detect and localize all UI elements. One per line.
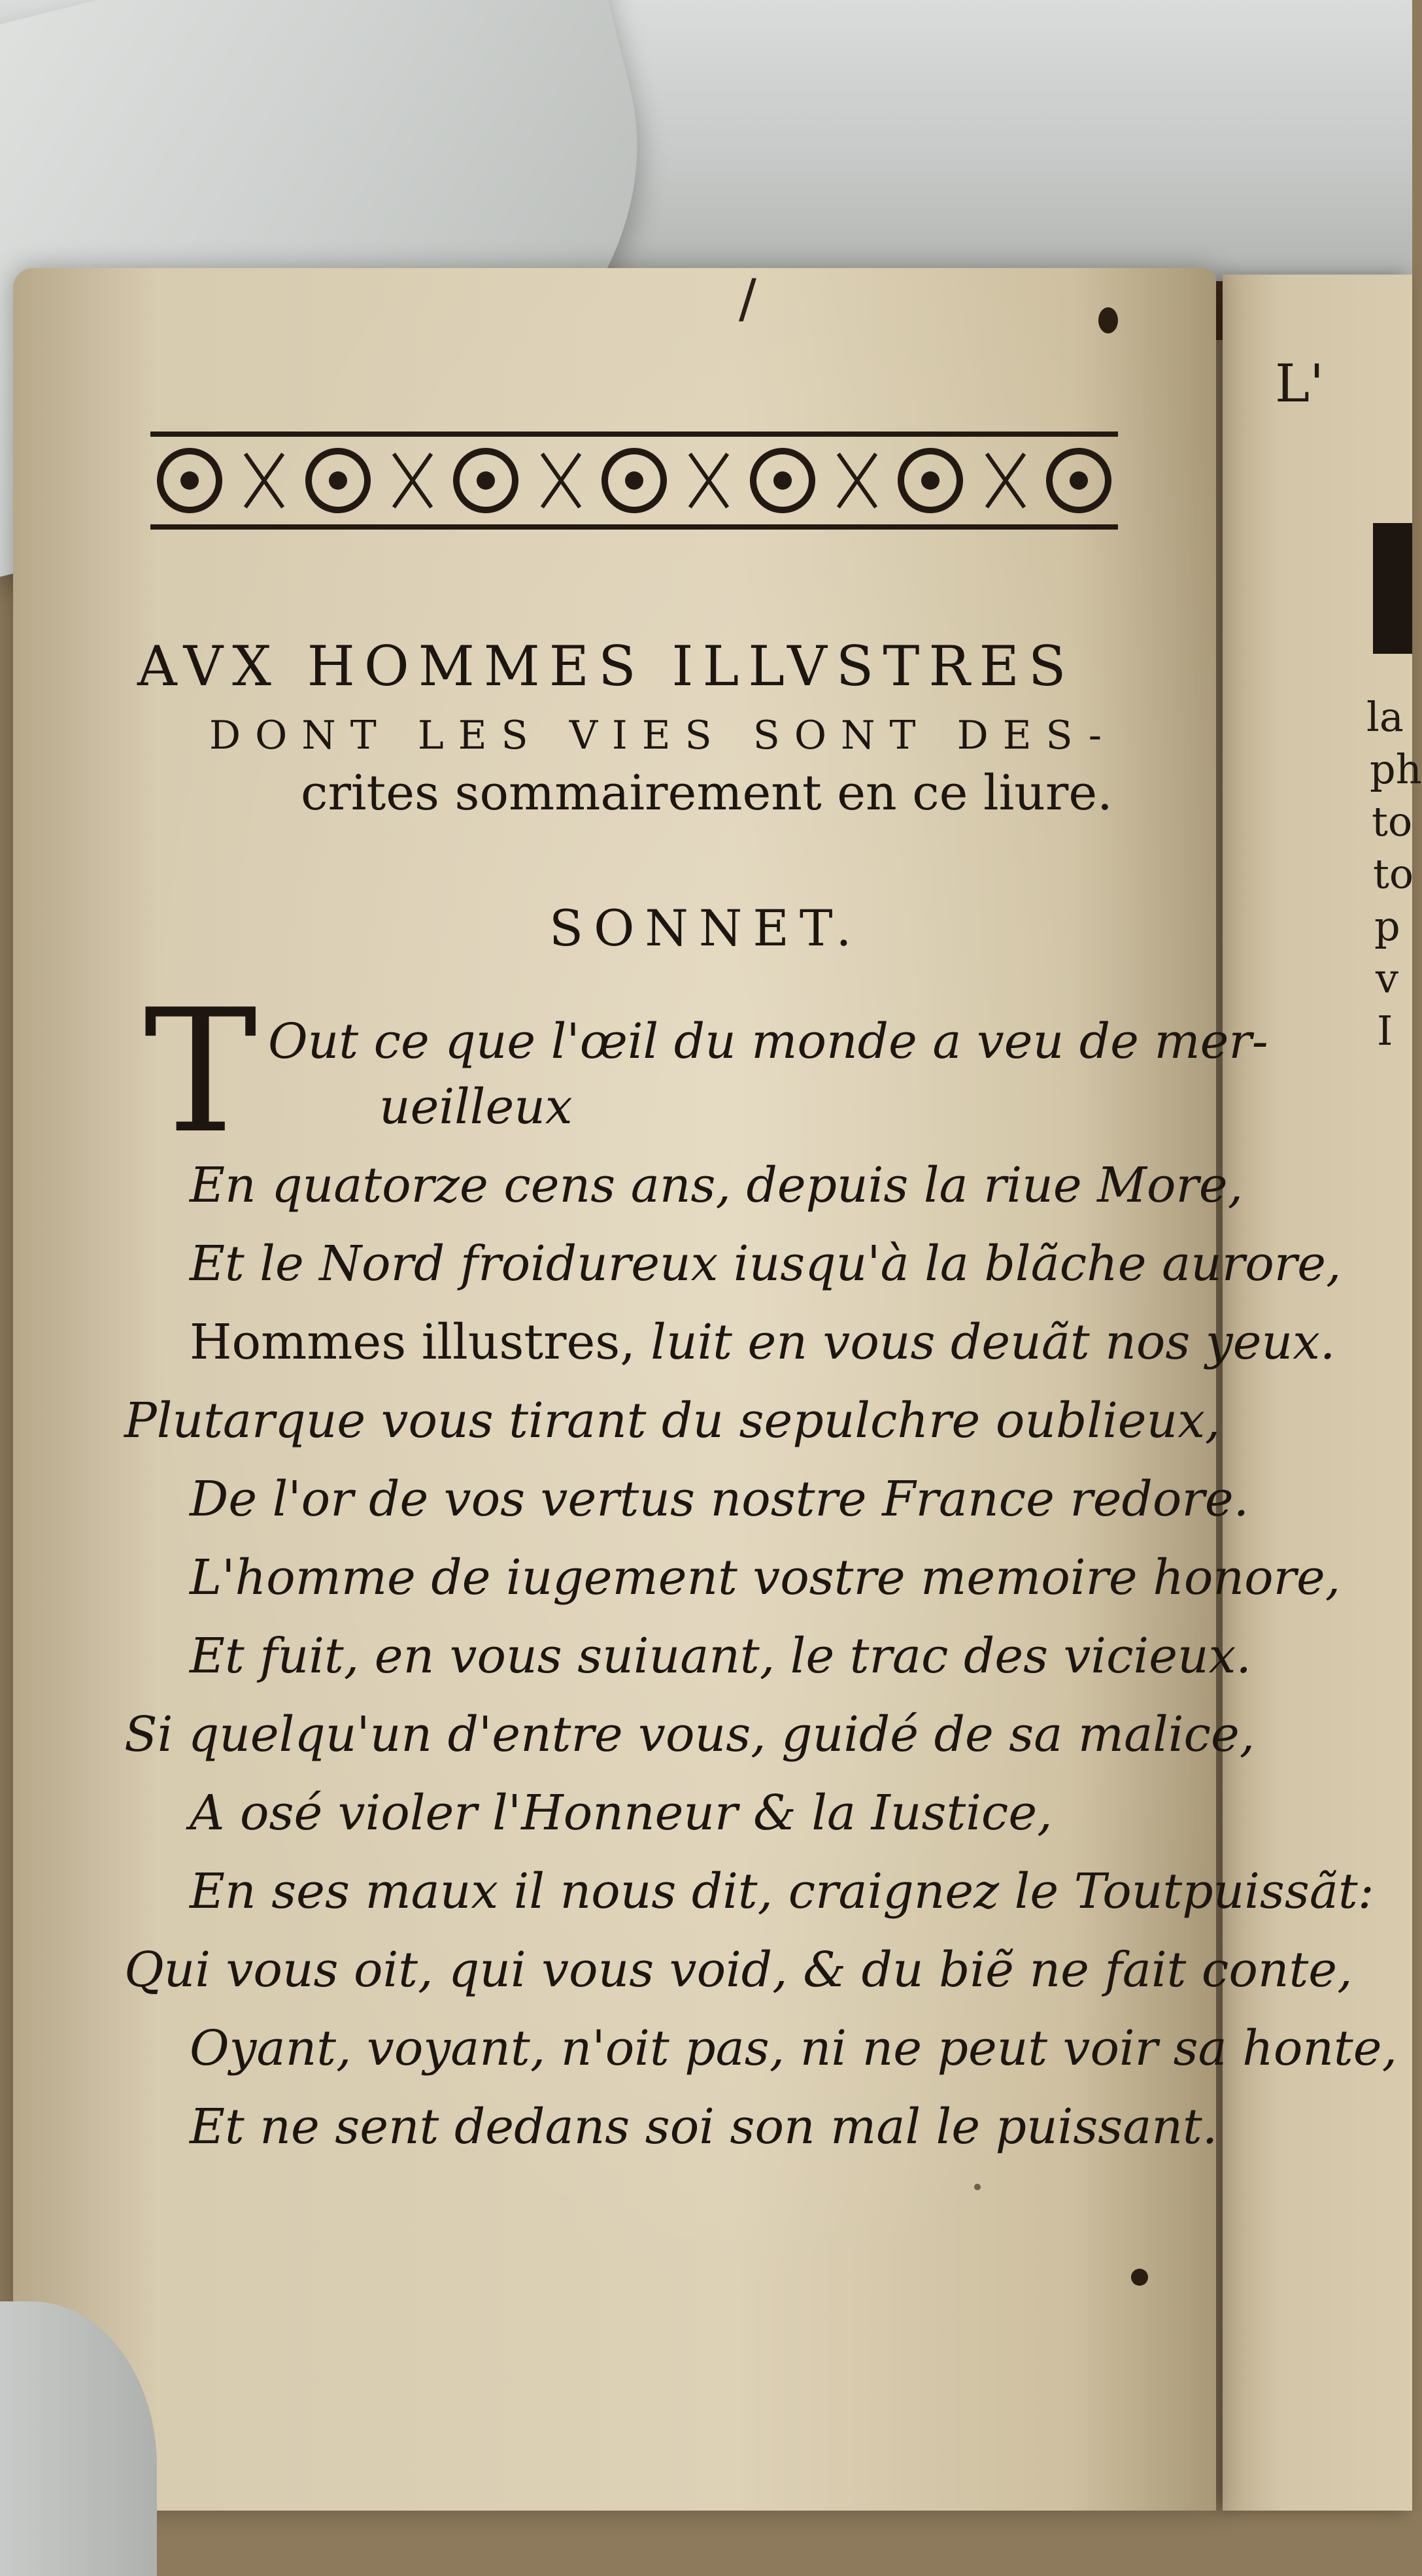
- ink-spot: [974, 2184, 981, 2190]
- verse-line: Si quelqu'un d'entre vous, guidé de sa malice,: [124, 1706, 1255, 1763]
- verse-line: Plutarque vous tirant du sepulchre oublieux,: [124, 1393, 1221, 1449]
- verse-line: [190, 1314, 1335, 1370]
- verse-roman-part: Hommes illustres,: [190, 1314, 651, 1370]
- ornament-rosette: [157, 448, 222, 513]
- ornament-cross: [399, 448, 425, 513]
- verse-line: Oyant, voyant, n'oit pas, ni ne peut voir sa honte,: [190, 2020, 1398, 2076]
- ornament-rosette: [601, 448, 667, 513]
- ornament-cross: [695, 448, 721, 513]
- ornament-rosette: [305, 448, 371, 513]
- verse-line: En quatorze cens ans, depuis la riue More,: [190, 1157, 1244, 1213]
- verse-line: Et le Nord froidureux iusqu'à la blãche aurore,: [190, 1236, 1342, 1292]
- right-page-fragment: I: [1377, 1007, 1393, 1055]
- right-page-fragment: to: [1372, 798, 1413, 845]
- right-page-fragment: p: [1374, 902, 1400, 950]
- heading-line-3: crites sommairement en ce liure.: [301, 765, 1113, 821]
- verse-line: De l'or de vos vertus nostre France redore.: [190, 1471, 1249, 1527]
- right-page-fragment: L': [1275, 353, 1325, 414]
- right-page-fragment: la: [1366, 693, 1404, 741]
- ink-mark: /: [739, 268, 756, 329]
- ornament-cross: [547, 448, 573, 513]
- ornament-rosette: [898, 448, 963, 513]
- right-page-fragment: ph: [1370, 745, 1422, 793]
- right-page-fragment: v: [1376, 955, 1399, 1002]
- ornament-rosette: [1046, 448, 1111, 513]
- heading-line-1: AVX HOMMES ILLVSTRES: [137, 634, 1075, 698]
- verse-line: Et ne sent dedans soi son mal le puissant.: [190, 2099, 1218, 2155]
- ornament-cross: [250, 448, 277, 513]
- verse-line: En ses maux il nous dit, craignez le Toutpuissãt:: [190, 1863, 1374, 1920]
- ink-spot: [1098, 307, 1118, 333]
- ornament-rosette: [750, 448, 815, 513]
- verse-line: L'homme de iugement vostre memoire honore,: [190, 1550, 1341, 1606]
- verse-line: Out ce que l'œil du monde a veu de mer-: [268, 1013, 1268, 1070]
- sonnet-title: SONNET.: [549, 899, 862, 957]
- ink-spot: [1131, 2269, 1148, 2286]
- drop-cap: T: [144, 974, 258, 1171]
- verse-line: Qui vous oit, qui vous void, & du biẽ ne fait conte,: [124, 1942, 1353, 1998]
- verse-italic-part: luit en vous deuãt nos yeux.: [651, 1314, 1336, 1370]
- verse-line: ueilleux: [379, 1079, 573, 1135]
- ornamental-band: [150, 432, 1118, 530]
- verse-line: A osé violer l'Honneur & la Iustice,: [190, 1785, 1053, 1841]
- ornament-cross: [992, 448, 1018, 513]
- verse-line: Et fuit, en vous suiuant, le trac des vicieux.: [190, 1628, 1251, 1684]
- heading-line-2: DONT LES VIES SONT DES-: [209, 713, 1117, 758]
- right-page-initial: [1373, 523, 1412, 654]
- ornament-cross: [843, 448, 870, 513]
- ornament-rosette: [453, 448, 518, 513]
- right-page-fragment: to: [1373, 850, 1414, 898]
- adjacent-page: [1223, 275, 1422, 2511]
